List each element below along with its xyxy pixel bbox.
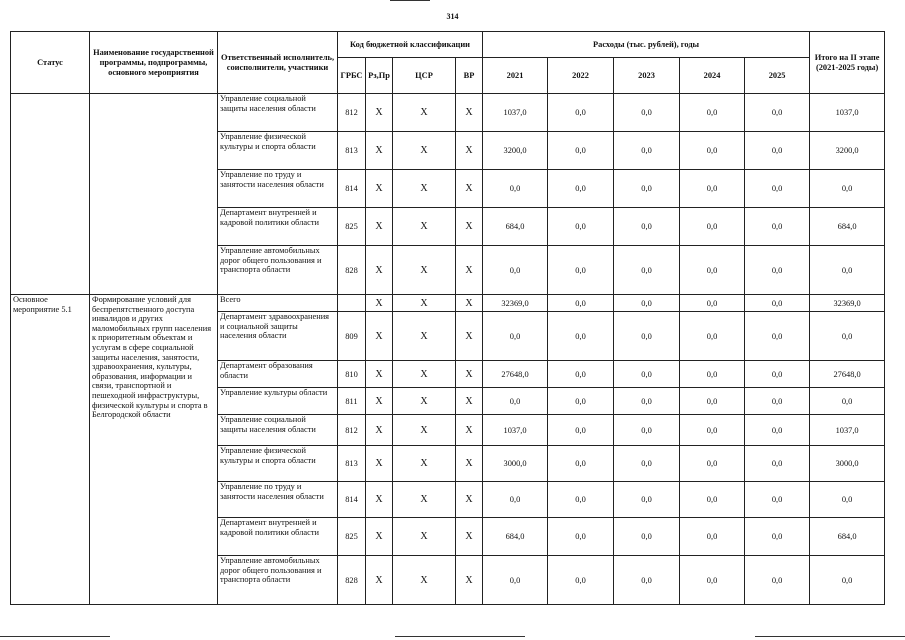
value-2025: 0,0 xyxy=(745,361,810,388)
value-2021: 3200,0 xyxy=(483,132,548,170)
status-cell: Основное мероприятие 5.1 xyxy=(11,295,90,605)
executor-cell: Управление физической культуры и спорта области xyxy=(218,446,338,482)
grbs-cell: 814 xyxy=(338,170,366,208)
value-2024: 0,0 xyxy=(680,132,745,170)
csr-cell: Х xyxy=(393,132,456,170)
value-2021: 0,0 xyxy=(483,170,548,208)
csr-cell: Х xyxy=(393,170,456,208)
value-2022: 0,0 xyxy=(548,208,614,246)
value-2025: 0,0 xyxy=(745,482,810,518)
csr-cell: Х xyxy=(393,295,456,312)
value-total: 1037,0 xyxy=(810,415,885,446)
executor-cell: Управление по труду и занятости населения области xyxy=(218,482,338,518)
value-total: 0,0 xyxy=(810,482,885,518)
rzpr-cell: Х xyxy=(366,361,393,388)
value-2021: 684,0 xyxy=(483,208,548,246)
value-2024: 0,0 xyxy=(680,312,745,361)
value-2023: 0,0 xyxy=(614,482,680,518)
rzpr-cell: Х xyxy=(366,246,393,295)
value-2022: 0,0 xyxy=(548,170,614,208)
csr-cell: Х xyxy=(393,208,456,246)
executor-cell: Управление социальной защиты населения области xyxy=(218,94,338,132)
grbs-cell: 825 xyxy=(338,208,366,246)
value-total: 0,0 xyxy=(810,312,885,361)
vr-cell: Х xyxy=(456,312,483,361)
grbs-cell: 811 xyxy=(338,388,366,415)
csr-cell: Х xyxy=(393,312,456,361)
executor-cell: Департамент внутренней и кадровой политики области xyxy=(218,208,338,246)
value-2023: 0,0 xyxy=(614,246,680,295)
program-name-cell: Формирование условий для беспрепятственного доступа инвалидов и других маломобильных групп населения к приоритетным объектам и услугам в сфере социальной защиты населения, занятости, здравоохранения, культуры, образования, информации и связи, транспортной и пешеходной инфраструктуры, физической культуры и спорта в Белгородской области xyxy=(90,295,218,605)
value-total: 0,0 xyxy=(810,246,885,295)
value-2021: 3000,0 xyxy=(483,446,548,482)
rzpr-cell: Х xyxy=(366,556,393,605)
value-total: 684,0 xyxy=(810,518,885,556)
value-2025: 0,0 xyxy=(745,295,810,312)
value-2021: 27648,0 xyxy=(483,361,548,388)
value-2025: 0,0 xyxy=(745,388,810,415)
value-total: 3000,0 xyxy=(810,446,885,482)
csr-cell: Х xyxy=(393,556,456,605)
executor-cell: Управление социальной защиты населения области xyxy=(218,415,338,446)
value-2021: 0,0 xyxy=(483,482,548,518)
grbs-cell: 810 xyxy=(338,361,366,388)
csr-cell: Х xyxy=(393,94,456,132)
rzpr-cell: Х xyxy=(366,312,393,361)
rzpr-cell: Х xyxy=(366,208,393,246)
value-2025: 0,0 xyxy=(745,446,810,482)
vr-cell: Х xyxy=(456,94,483,132)
value-2023: 0,0 xyxy=(614,518,680,556)
header-total: Итого на II этапе (2021-2025 годы) xyxy=(810,32,885,94)
value-2021: 1037,0 xyxy=(483,94,548,132)
value-2023: 0,0 xyxy=(614,312,680,361)
value-total: 0,0 xyxy=(810,170,885,208)
csr-cell: Х xyxy=(393,482,456,518)
executor-cell: Управление автомобильных дорог общего пользования и транспорта области xyxy=(218,556,338,605)
value-2024: 0,0 xyxy=(680,518,745,556)
value-2024: 0,0 xyxy=(680,446,745,482)
value-2021: 684,0 xyxy=(483,518,548,556)
value-2025: 0,0 xyxy=(745,208,810,246)
bottom-rule-center xyxy=(395,636,525,637)
value-2024: 0,0 xyxy=(680,388,745,415)
value-2024: 0,0 xyxy=(680,415,745,446)
value-2023: 0,0 xyxy=(614,295,680,312)
value-2022: 0,0 xyxy=(548,556,614,605)
value-total: 684,0 xyxy=(810,208,885,246)
top-rule-line xyxy=(390,0,430,1)
value-2022: 0,0 xyxy=(548,94,614,132)
value-2024: 0,0 xyxy=(680,295,745,312)
rzpr-cell: Х xyxy=(366,132,393,170)
header-rzpr: Рз,Пр xyxy=(366,58,393,94)
vr-cell: Х xyxy=(456,556,483,605)
csr-cell: Х xyxy=(393,518,456,556)
vr-cell: Х xyxy=(456,132,483,170)
value-2024: 0,0 xyxy=(680,208,745,246)
value-2021: 1037,0 xyxy=(483,415,548,446)
rzpr-cell: Х xyxy=(366,518,393,556)
value-total: 0,0 xyxy=(810,556,885,605)
rzpr-cell: Х xyxy=(366,482,393,518)
value-2021: 0,0 xyxy=(483,556,548,605)
csr-cell: Х xyxy=(393,446,456,482)
value-2022: 0,0 xyxy=(548,361,614,388)
header-expenses: Расходы (тыс. рублей), годы xyxy=(483,32,810,58)
executor-cell: Департамент внутренней и кадровой политики области xyxy=(218,518,338,556)
header-row-1 xyxy=(11,32,885,58)
value-2022: 0,0 xyxy=(548,295,614,312)
value-2025: 0,0 xyxy=(745,312,810,361)
value-2023: 0,0 xyxy=(614,208,680,246)
rzpr-cell: Х xyxy=(366,94,393,132)
grbs-cell xyxy=(338,295,366,312)
value-2022: 0,0 xyxy=(548,415,614,446)
csr-cell: Х xyxy=(393,415,456,446)
vr-cell: Х xyxy=(456,361,483,388)
value-2023: 0,0 xyxy=(614,361,680,388)
value-2022: 0,0 xyxy=(548,132,614,170)
vr-cell: Х xyxy=(456,170,483,208)
vr-cell: Х xyxy=(456,446,483,482)
vr-cell: Х xyxy=(456,246,483,295)
header-year-2021: 2021 xyxy=(483,58,548,94)
value-2025: 0,0 xyxy=(745,170,810,208)
header-budget-code: Код бюджетной классификации xyxy=(338,32,483,58)
value-2024: 0,0 xyxy=(680,246,745,295)
executor-cell: Департамент образования области xyxy=(218,361,338,388)
value-2022: 0,0 xyxy=(548,246,614,295)
rzpr-cell: Х xyxy=(366,388,393,415)
rzpr-cell: Х xyxy=(366,446,393,482)
executor-cell: Управление автомобильных дорог общего пользования и транспорта области xyxy=(218,246,338,295)
value-2025: 0,0 xyxy=(745,246,810,295)
value-2025: 0,0 xyxy=(745,556,810,605)
value-2021: 0,0 xyxy=(483,388,548,415)
rzpr-cell: Х xyxy=(366,415,393,446)
value-2023: 0,0 xyxy=(614,556,680,605)
grbs-cell: 814 xyxy=(338,482,366,518)
value-2021: 0,0 xyxy=(483,246,548,295)
rzpr-cell: Х xyxy=(366,295,393,312)
executor-cell: Управление культуры области xyxy=(218,388,338,415)
header-year-2023: 2023 xyxy=(614,58,680,94)
value-total: 3200,0 xyxy=(810,132,885,170)
program-name-cell xyxy=(90,94,218,295)
vr-cell: Х xyxy=(456,295,483,312)
value-2024: 0,0 xyxy=(680,170,745,208)
value-2023: 0,0 xyxy=(614,132,680,170)
value-2024: 0,0 xyxy=(680,361,745,388)
grbs-cell: 813 xyxy=(338,132,366,170)
value-2023: 0,0 xyxy=(614,415,680,446)
vr-cell: Х xyxy=(456,415,483,446)
header-status: Статус xyxy=(11,32,90,94)
value-2022: 0,0 xyxy=(548,446,614,482)
csr-cell: Х xyxy=(393,388,456,415)
vr-cell: Х xyxy=(456,518,483,556)
value-2024: 0,0 xyxy=(680,482,745,518)
header-year-2025: 2025 xyxy=(745,58,810,94)
status-cell xyxy=(11,94,90,295)
value-total: 0,0 xyxy=(810,388,885,415)
value-2022: 0,0 xyxy=(548,518,614,556)
grbs-cell: 828 xyxy=(338,246,366,295)
value-total: 27648,0 xyxy=(810,361,885,388)
value-total: 1037,0 xyxy=(810,94,885,132)
executor-cell: Департамент здравоохранения и социальной защиты населения области xyxy=(218,312,338,361)
header-responsible: Ответственный исполнитель, соисполнители, участники xyxy=(218,32,338,94)
value-2025: 0,0 xyxy=(745,415,810,446)
header-csr: ЦСР xyxy=(393,58,456,94)
grbs-cell: 825 xyxy=(338,518,366,556)
value-2024: 0,0 xyxy=(680,556,745,605)
budget-table xyxy=(10,31,885,605)
header-year-2024: 2024 xyxy=(680,58,745,94)
executor-cell: Управление по труду и занятости населения области xyxy=(218,170,338,208)
header-vr: ВР xyxy=(456,58,483,94)
value-2023: 0,0 xyxy=(614,94,680,132)
bottom-rule-left xyxy=(0,636,110,637)
value-2023: 0,0 xyxy=(614,446,680,482)
bottom-rule-right xyxy=(755,636,905,637)
page-number: 314 xyxy=(446,12,459,21)
executor-cell: Управление физической культуры и спорта области xyxy=(218,132,338,170)
value-2023: 0,0 xyxy=(614,170,680,208)
csr-cell: Х xyxy=(393,246,456,295)
executor-cell: Всего xyxy=(218,295,338,312)
grbs-cell: 812 xyxy=(338,415,366,446)
value-2025: 0,0 xyxy=(745,94,810,132)
rzpr-cell: Х xyxy=(366,170,393,208)
vr-cell: Х xyxy=(456,208,483,246)
value-2021: 32369,0 xyxy=(483,295,548,312)
header-grbs: ГРБС xyxy=(338,58,366,94)
value-2024: 0,0 xyxy=(680,94,745,132)
header-program-name: Наименование государственной программы, подпрограммы, основного мероприятия xyxy=(90,32,218,94)
grbs-cell: 828 xyxy=(338,556,366,605)
table-row xyxy=(11,295,885,312)
value-2025: 0,0 xyxy=(745,518,810,556)
grbs-cell: 813 xyxy=(338,446,366,482)
grbs-cell: 809 xyxy=(338,312,366,361)
value-2022: 0,0 xyxy=(548,312,614,361)
value-2021: 0,0 xyxy=(483,312,548,361)
csr-cell: Х xyxy=(393,361,456,388)
table-row xyxy=(11,94,885,132)
value-total: 32369,0 xyxy=(810,295,885,312)
value-2022: 0,0 xyxy=(548,482,614,518)
header-year-2022: 2022 xyxy=(548,58,614,94)
value-2022: 0,0 xyxy=(548,388,614,415)
vr-cell: Х xyxy=(456,388,483,415)
grbs-cell: 812 xyxy=(338,94,366,132)
vr-cell: Х xyxy=(456,482,483,518)
value-2025: 0,0 xyxy=(745,132,810,170)
value-2023: 0,0 xyxy=(614,388,680,415)
